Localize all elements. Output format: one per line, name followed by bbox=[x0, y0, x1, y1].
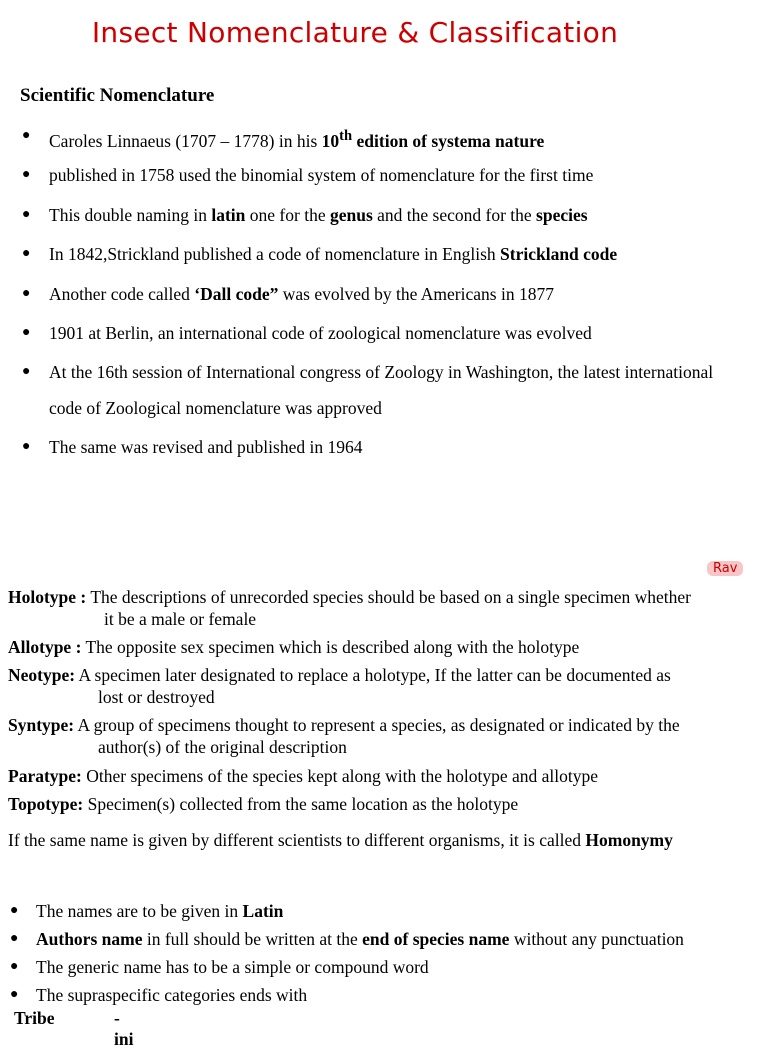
definition-term: Allotype : bbox=[8, 637, 82, 657]
rule-text bbox=[36, 981, 307, 1009]
definition-text: Specimen(s) collected from the same location as the holotype bbox=[83, 794, 519, 814]
bullet-icon: ● bbox=[22, 128, 31, 143]
list-item-text bbox=[49, 197, 729, 233]
definition-item bbox=[8, 793, 763, 815]
bullet-icon: ● bbox=[10, 959, 19, 974]
definition-item bbox=[8, 636, 763, 658]
text-segment: latin bbox=[211, 205, 246, 225]
list-item-text bbox=[49, 236, 729, 272]
text-segment: was evolved by the Americans in 1877 bbox=[278, 284, 554, 304]
text-segment: 10 bbox=[321, 130, 340, 151]
tribe-suffix: -ini bbox=[114, 1008, 134, 1049]
tribe-label: Tribe bbox=[14, 1008, 55, 1028]
text-segment: published in 1758 used the binomial system of nomenclature for the first time bbox=[49, 165, 594, 185]
definition-item bbox=[8, 714, 763, 758]
watermark-tag: Rav bbox=[707, 561, 743, 576]
text-segment: ‘Dall code” bbox=[194, 284, 279, 304]
bullet-icon: ● bbox=[10, 931, 19, 946]
text-segment: In 1842,Strickland published a code of nomenclature in English bbox=[49, 244, 501, 264]
bullet-icon: ● bbox=[10, 903, 19, 918]
bullet-icon: ● bbox=[22, 207, 31, 222]
text-segment: The same was revised and published in 1964 bbox=[49, 437, 363, 457]
text-segment: Caroles Linnaeus (1707 – 1778) in his bbox=[49, 130, 322, 151]
definition-term: Neotype: bbox=[8, 665, 76, 685]
definition-item bbox=[8, 586, 763, 630]
definition-continuation: it be a male or female bbox=[104, 609, 257, 629]
text-segment: without any punctuation bbox=[509, 929, 684, 949]
definition-text: A group of specimens thought to represent a species, as designated or indicated by the bbox=[74, 715, 680, 735]
bullet-icon: ● bbox=[22, 325, 31, 340]
homonymy-statement bbox=[8, 828, 673, 852]
text-segment: genus bbox=[329, 205, 373, 225]
text-segment: At the 16th session of International congress of Zoology in Washington, the latest international code of Zoological nomenclature was approved bbox=[49, 362, 714, 418]
definition-text: Other specimens of the species kept along with the holotype and allotype bbox=[81, 766, 598, 786]
bullet-icon: ● bbox=[22, 246, 31, 261]
homonymy-text: If the same name is given by different scientists to different organisms, it is called bbox=[8, 830, 586, 850]
text-segment: Another code called bbox=[49, 284, 195, 304]
rule-text bbox=[36, 925, 684, 953]
bullet-icon: ● bbox=[22, 286, 31, 301]
definition-continuation: lost or destroyed bbox=[98, 687, 215, 707]
definition-text: The descriptions of unrecorded species should be based on a single specimen whether bbox=[86, 587, 691, 607]
page-title: Insect Nomenclature & Classification bbox=[91, 16, 619, 49]
text-segment: The supraspecific categories ends with bbox=[36, 985, 308, 1005]
text-segment: The generic name has to be a simple or compound word bbox=[36, 957, 429, 977]
text-segment: in full should be written at the bbox=[142, 929, 363, 949]
text-segment: species bbox=[536, 205, 588, 225]
definition-item bbox=[8, 765, 763, 787]
text-segment: This double naming in bbox=[49, 205, 212, 225]
bullet-icon: ● bbox=[10, 987, 19, 1002]
definition-text: The opposite sex specimen which is described along with the holotype bbox=[81, 637, 580, 657]
list-item-text bbox=[49, 157, 729, 193]
bullet-icon: ● bbox=[22, 439, 31, 454]
bullet-icon: ● bbox=[22, 167, 31, 182]
text-segment: one for the bbox=[245, 205, 330, 225]
rule-text bbox=[36, 897, 283, 925]
definition-term: Paratype: bbox=[8, 766, 82, 786]
text-segment: The names are to be given in bbox=[36, 901, 243, 921]
list-item-text bbox=[49, 315, 729, 351]
section-heading: Scientific Nomenclature bbox=[20, 85, 215, 106]
definition-continuation: author(s) of the original description bbox=[98, 737, 347, 757]
text-segment: edition of systema nature bbox=[352, 130, 545, 151]
definition-term: Syntype: bbox=[8, 715, 75, 735]
list-item-text bbox=[49, 354, 729, 426]
definition-text: A specimen later designated to replace a holotype, If the latter can be documented as bbox=[75, 665, 671, 685]
homonymy-term: Homonymy bbox=[585, 830, 673, 850]
text-segment: Latin bbox=[242, 901, 284, 921]
bullet-icon: ● bbox=[22, 364, 31, 379]
definition-item bbox=[8, 664, 763, 708]
definition-term: Holotype : bbox=[8, 587, 87, 607]
list-item-text bbox=[49, 429, 729, 465]
list-item-text bbox=[49, 118, 729, 159]
text-segment: and the second for the bbox=[372, 205, 537, 225]
text-segment: Authors name bbox=[36, 929, 143, 949]
tribe-row bbox=[14, 1008, 134, 1049]
text-segment: end of species name bbox=[362, 929, 510, 949]
list-item-text bbox=[49, 276, 729, 312]
text-segment: th bbox=[339, 128, 353, 144]
definition-term: Topotype: bbox=[8, 794, 84, 814]
rule-text bbox=[36, 953, 429, 981]
text-segment: Strickland code bbox=[500, 244, 618, 264]
text-segment: 1901 at Berlin, an international code of zoological nomenclature was evolved bbox=[49, 323, 592, 343]
